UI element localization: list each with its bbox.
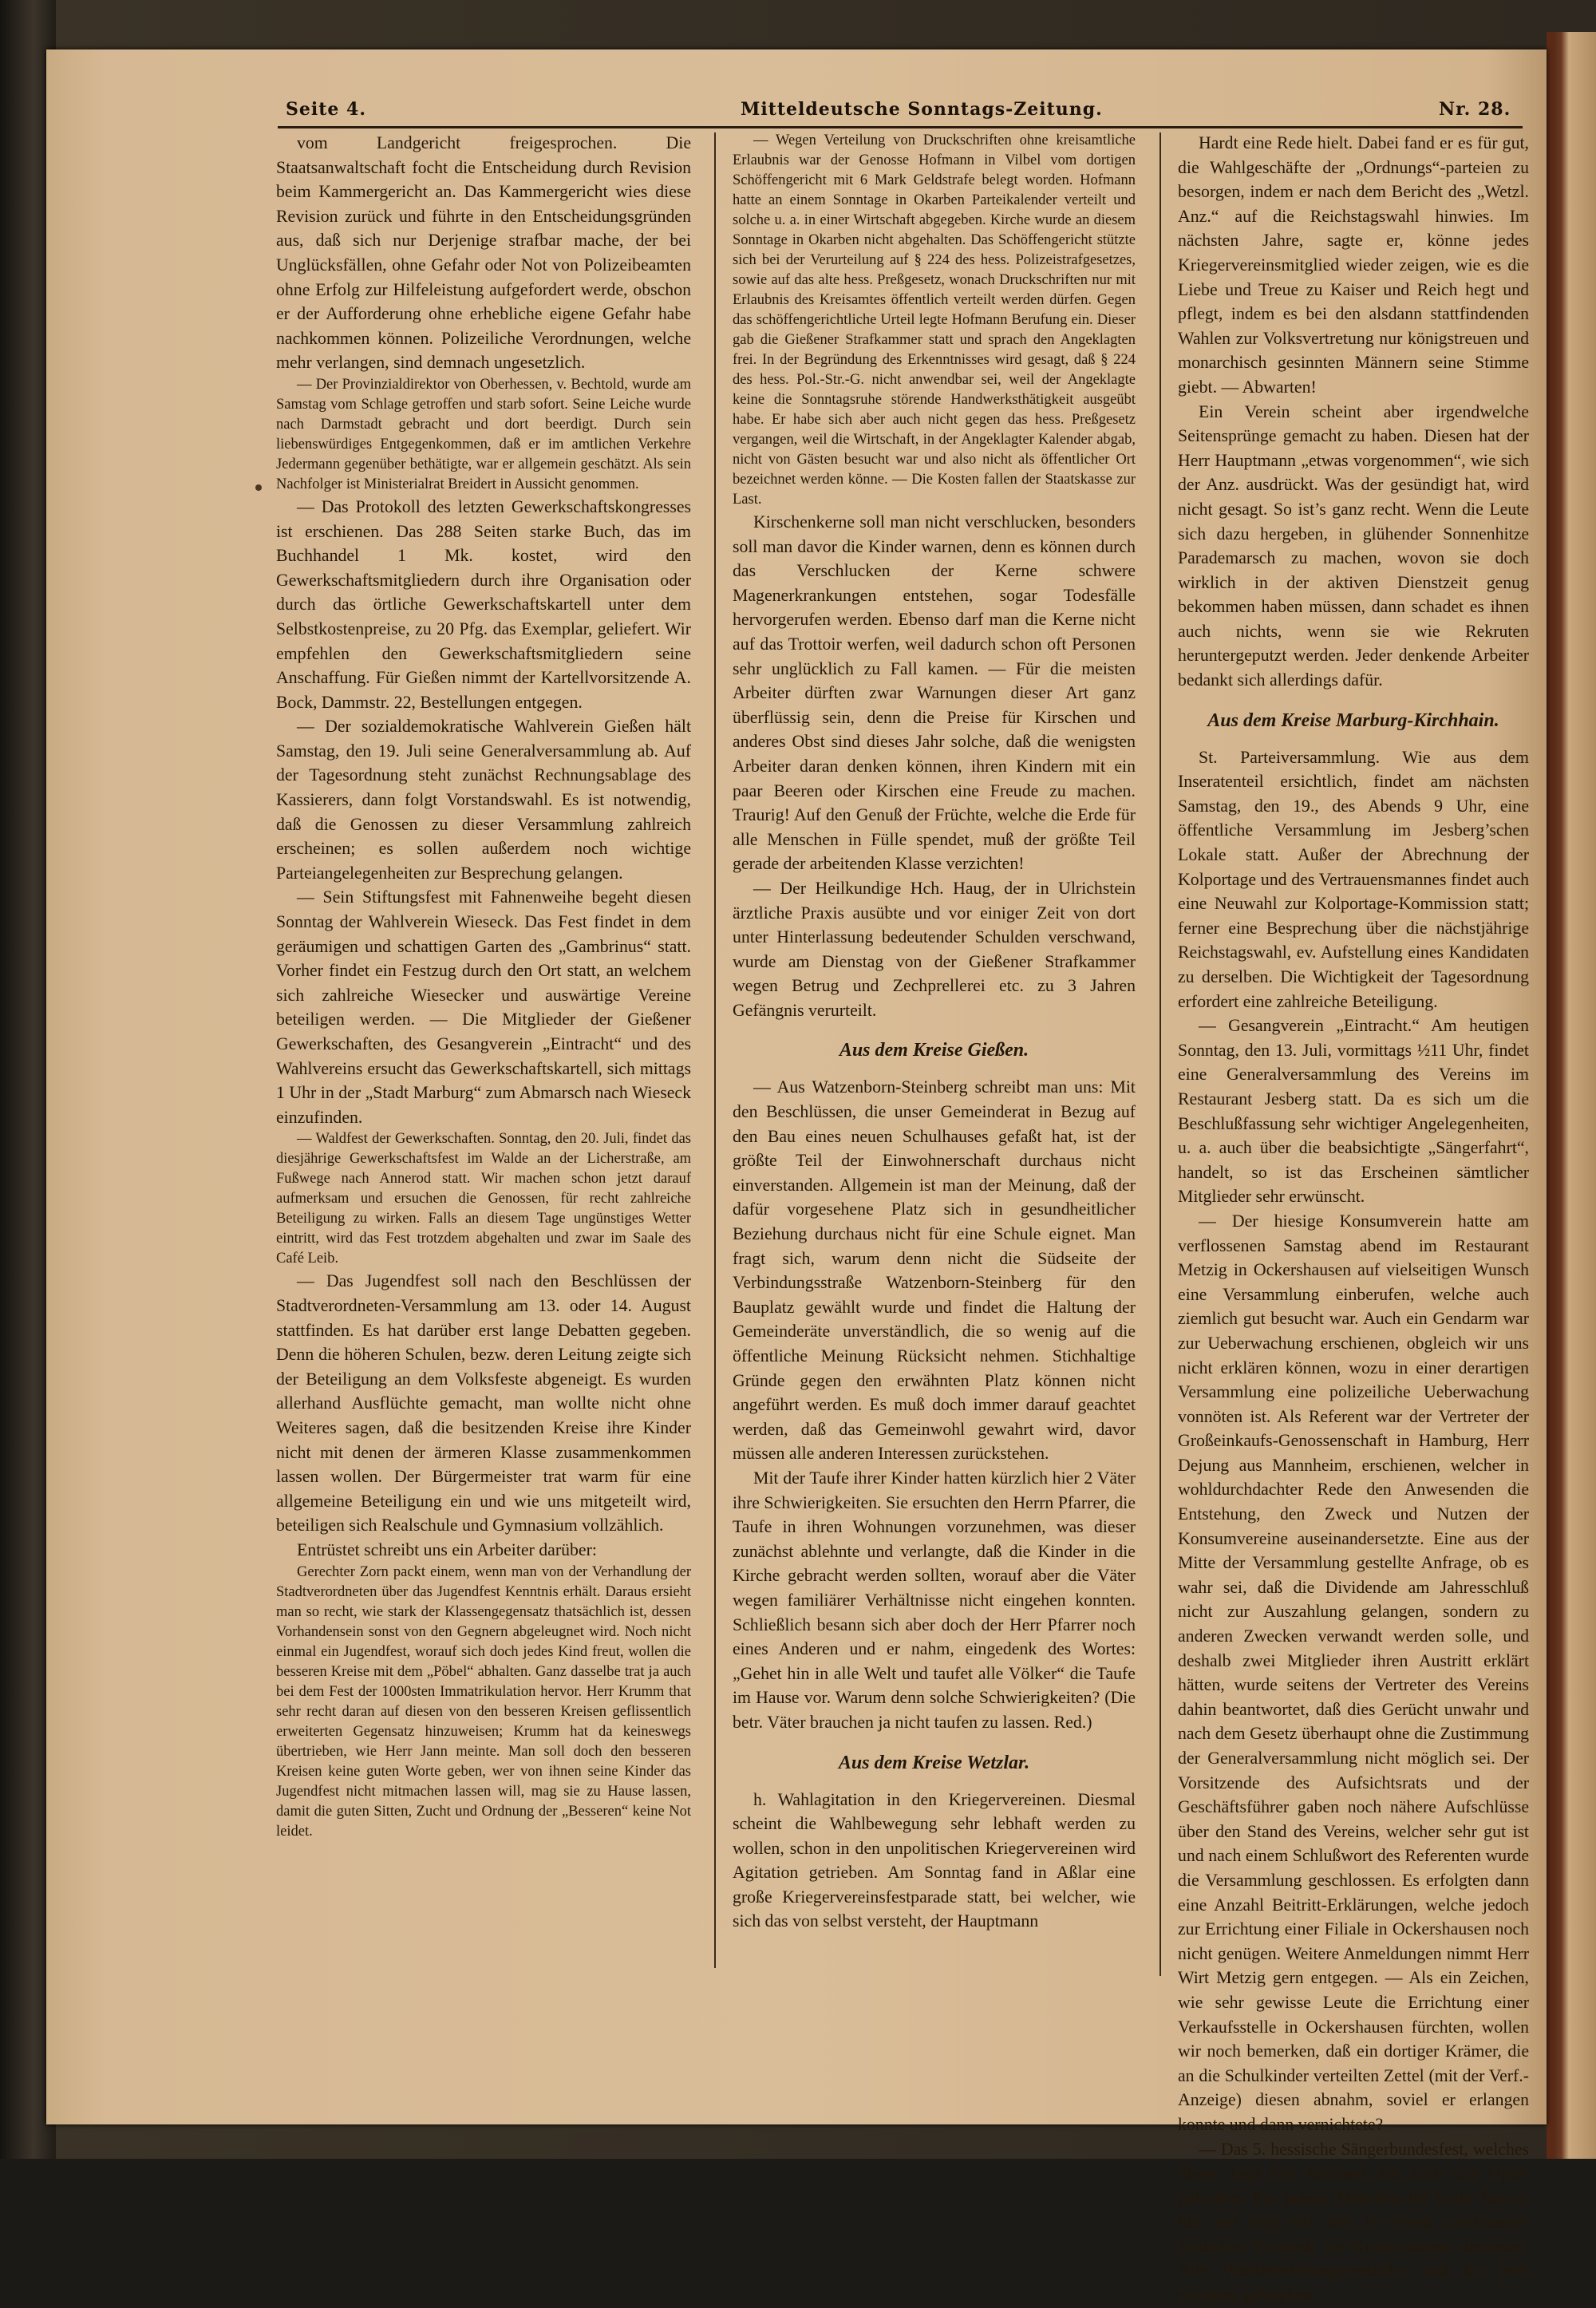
adjacent-page-edge — [1547, 32, 1596, 2159]
article-paragraph: — Sein Stiftungsfest mit Fahnenweihe begeht diesen Sonntag der Wahlverein Wieseck. Das Fest findet in dem geräumigen und schattigen Garten des „Gambrinus“ statt. Vorher findet ein Festzug durch den Ort statt, an welchem sich zahlreiche Wiesecker und auswärtige Vereine beteiligen werden. — Die Mitglieder der Gießener Gewerkschaften, des Gesangverein „Eintracht“ und des Wahlvereins ersucht das Gewerkschaftskartell, sich mittags 1 Uhr in der „Stadt Marburg“ zum Abmarsch nach Wieseck einzufinden. — [276, 887, 691, 1127]
column-2 — [733, 131, 1136, 2108]
section-heading: Aus dem Kreise Wetzlar. — [838, 1752, 1030, 1773]
article-paragraph: — Der sozialdemokratische Wahlverein Gießen hält Samstag, den 19. Juli seine Generalversammlung ab. Auf der Tagesordnung steht zunächst Rechnungsablage des Kassierers, dann folgt Vorstandswahl. Es ist notwendig, daß die Genossen zu dieser Versammlung zahlreich erscheinen; es sollen außerdem noch wichtige Parteiangelegenheiten zur Besprechung gelangen. — [276, 717, 691, 883]
article-paragraph: Kirschenkerne soll man nicht verschlucken, besonders soll man davor die Kinder warnen, denn es können durch das Verschlucken der Kerne schwere Magenerkrankungen entstehen, sogar Todesfälle hervorgerufen werden. Ebenso darf man die Kerne nicht auf das Trottoir werfen, weil dadurch schon oft Personen sehr unglücklich zu Fall kamen. — Für die meisten Arbeiter dürften zwar Warnungen dieser Art ganz überflüssig sein, denn die Preise für Kirschen und anderes Obst sind dieses Jahr solche, daß die wenigsten Arbeiter daran denken können, ihren Kindern mit ein paar Beeren oder Kirschen eine Freude zu machen. Traurig! Auf den Genuß der Früchte, welche die Erde für alle Menschen in Fülle spendet, muß der größte Teil gerade der arbeitenden Klasse verzichten! — [733, 512, 1136, 874]
article-paragraph-small: — Waldfest der Gewerkschaften. Sonntag, den 20. Juli, findet das diesjährige Gewerkschaftsfest im Walde an der Licherstraße, am Fußwege nach Annerod statt. Wir machen schon jetzt darauf aufmerksam und ersuchen die Genossen, für recht zahlreiche Beteiligung zu wirken. Falls an diesem Tage ungünstiges Wetter eintritt, wird das Fest trotzdem abgehalten und zwar im Saale des Café Leib. — [276, 1131, 691, 1267]
column-rule-2 — [1159, 132, 1161, 1976]
article-paragraph: Hardt eine Rede hielt. Dabei fand er es für gut, die Wahlgeschäfte der „Ordnungs“-parteien zu besorgen, indem er nach dem Bericht des „Wetzl. Anz.“ auf die Reichstagswahl hinwies. Im nächsten Jahre, sagte er, könne jedes Kriegervereinsmitglied wieder zeigen, wie es die Liebe und Treue zu Kaiser und Reich hegt und pflegt, indem es bei den alsdann stattfindenden Wahlen zur Volksvertretung nur königstreuen und monarchisch gesinnten Männern seine Stimme giebt. — Abwarten! — [1178, 133, 1529, 397]
article-paragraph: — Das Protokoll des letzten Gewerkschaftskongresses ist erschienen. Das 288 Seiten starke Buch, das im Buchhandel 1 Mk. kostet, wird den Gewerkschaftsmitgliedern durch ihre Organisation oder durch das örtliche Gewerkschaftskartell unter dem Selbstkostenpreise, zu 20 Pfg. das Exemplar, geliefert. Wir empfehlen den Gewerkschaftsmitgliedern seine Anschaffung. Für Gießen nimmt der Kartellvorsitzende A. Bock, Dammstr. 22, Bestellungen entgegen. — [276, 496, 691, 712]
column-rule-1 — [714, 132, 716, 1968]
article-paragraph: — Der Heilkundige Hch. Haug, der in Ulrichstein ärztliche Praxis ausübte und vor einiger Zeit von dort unter Hinterlassung bedeutender Schulden verschwand, wurde am Dienstag von der Gießener Strafkammer wegen Betrug und Zechprellerei etc. zu 3 Jahren Gefängnis verurteilt. — [733, 878, 1136, 1020]
article-paragraph-small: Gerechter Zorn packt einem, wenn man von der Verhandlung der Stadtverordneten über das Jugendfest Kenntnis erhält. Daraus ersieht man so recht, wie stark der Klassengegensatz thatsächlich ist, dessen Vorhandensein sonst von den Gegnern abgeleugnet wird. Noch nicht einmal ein Jugendfest, worauf sich doch jedes Kind freut, wollen die besseren Kreise mit dem „Pöbel“ abhalten. Ganz dasselbe trat ja auch bei dem Fest der 1000sten Immatrikulation hervor. Herr Krumm that sehr recht daran auf diesen von den besseren Kreisen geflissentlich erweiterten Gegensatz hinzuweisen; Krumm hat da keineswegs übertrieben, wie Herr Jann meinte. Man soll doch den besseren Kreisen keine guten Worte geben, wer von ihnen seine Kinder das Jugendfest nicht mitmachen lassen will, mag sie zu Hause lassen, damit die guten Sitten, Zucht und Ordnung der „Besseren“ keine Not leidet. — [276, 1563, 691, 1840]
spine-edge — [1547, 32, 1555, 2159]
section-heading: Aus dem Kreise Marburg-Kirchhain. — [1207, 709, 1499, 731]
article-paragraph: — Gesangverein „Eintracht.“ Am heutigen Sonntag, den 13. Juli, vormittags ½11 Uhr, findet eine Generalversammlung des Vereins im Restaurant Jesberg statt. Da es sich um die Beschlußfassung sehr wichtiger Angelegenheiten, u. a. auch über die beabsichtigte „Sängerfahrt“, handelt, so ist das Erscheinen sämtlicher Mitglieder sehr erwünscht. — [1178, 1016, 1529, 1207]
article-paragraph: Entrüstet schreibt uns ein Arbeiter darüber: — [297, 1539, 597, 1559]
newspaper-page — [46, 49, 1547, 2306]
article-paragraph: St. Parteiversammlung. Wie aus dem Inseratenteil ersichtlich, findet am nächsten Samstag, den 19., des Abends 9 Uhr, eine öffentliche Versammlung im Jesberg’schen Lokale statt. Außer der Abrechnung der Kolportage und des Vertrauensmannes findet auch eine Neuwahl zur Kolportage-Kommission statt; ferner eine Besprechung über die nächstjährige Reichstagswahl, ev. Aufstellung eines Kandidaten zu derselben. Die Wichtigkeit der Tagesordnung erfordert eine zahlreiche Beteiligung. — [1178, 747, 1529, 1011]
article-paragraph-small: — Wegen Verteilung von Druckschriften ohne kreisamtliche Erlaubnis war der Genosse Hofmann in Vilbel vom dortigen Schöffengericht mit 6 Mark Geldstrafe belegt worden. Hofmann hatte an einem Sonntage in Okarben Parteikalender verteilt und solche u. a. in einer Wirtschaft abgegeben. Kirche wurde an diesem Sonntage in Okarben nicht abgehalten. Das Schöffengericht stützte sich bei der Verurteilung auf § 224 des hess. Polizeistrafgesetzes, sowie auf das alte hess. Preßgesetz, wonach Druckschriften nur mit Erlaubnis des Kreisamtes öffentlich verteilt werden dürfen. Gegen das schöffengerichtliche Urteil legte Hofmann Berufung ein. Dieser gab die Gießener Strafkammer statt und sprach den Angeklagten frei. In der Begründung des Erkenntnisses wird gesagt, daß § 224 des hess. Pol.-Str.-G. nicht anwendbar sei, weil der Angeklagte keine die Sonntagsruhe störende Handwerksthätigkeit ausgeübt habe. Er habe sich aber auch nicht gegen das hess. Preßgesetz vergangen, weil die Wirtschaft, in der Angeklagter Kalender abgab, nicht von Gästen besucht war und also nicht als öffentlicher Ort bezeichnet werden könne. — Die Kosten fallen der Staatskasse zur Last. — [733, 132, 1136, 508]
article-paragraph: — Das 5. hessische Sängerbundesfest, welches dieser Tage hier stattfand, hat auch sein Opfer gefordert. Ein junges Mädchen fiel beim Tanzen hin und liegt seit dem in einem starrkrampf-ähnlichen Zustande im Krankenhause darnieder. Alle Wiederbelebungsversuche sind bis jetzt erfolglos geblieben. — [1178, 2139, 1529, 2306]
section-heading: Aus dem Kreise Gießen. — [839, 1040, 1029, 1061]
column-3 — [1178, 131, 1529, 2306]
article-paragraph-small: — Der Provinzialdirektor von Oberhessen, v. Bechtold, wurde am Samstag vom Schlage getroffen und starb sofort. Seine Leiche wurde nach Darmstadt gebracht und dort beerdigt. Durch sein liebenswürdiges Entgegenkommen, daß er im amtlichen Verkehre Jedermann gegenüber bethätigte, war er allgemein geschätzt. Als sein Nachfolger ist Ministerialrat Breidert in Aussicht genommen. — [276, 376, 691, 492]
article-paragraph: vom Landgericht freigesprochen. Die Staatsanwaltschaft focht die Entscheidung durch Revision beim Kammergericht an. Das Kammergericht wies diese Revision zurück und führte in den Entscheidungsgründen aus, daß sich nur Derjenige strafbar mache, der bei Unglücksfällen, ohne Gefahr oder Not von Polizeibeamten ohne Erfolg zur Hilfeleistung aufgefordert werde, obschon er der Aufforderung ohne erhebliche eigene Gefahr habe nachkommen können. Polizeiliche Verordnungen, welche mehr verlangen, sind demnach ungesetzlich. — [276, 133, 691, 373]
column-1 — [276, 131, 691, 2108]
issue-number: Nr. 28. — [1439, 99, 1511, 120]
newspaper-title: Mitteldeutsche Sonntags-Zeitung. — [741, 99, 1103, 120]
article-paragraph: — Das Jugendfest soll nach den Beschlüssen der Stadtverordneten-Versammlung am 13. oder 14. August stattfinden. Es hat darüber erst lange Debatten gegeben. Denn die höheren Schulen, bezw. deren Leitung zeigte sich der Beteiligung an dem Volksfeste abgeneigt. Es wurden allerhand Ausflüchte gemacht, man wollte nicht ohne Weiteres sagen, daß die besitzenden Kreise ihre Kinder nicht mit denen der ärmeren Klasse zusammenkommen lassen wollen. Der Bürgermeister trat warm für eine allgemeine Beteiligung ein und wie uns mitgeteilt wird, beteiligen sich Realschule und Gymnasium vollzählich. — [276, 1271, 691, 1535]
article-paragraph: Ein Verein scheint aber irgendwelche Seitensprünge gemacht zu haben. Diesen hat der Herr Hauptmann „etwas vorgenommen“, wie sich der Anz. ausdrückt. Was der gesündigt hat, wird nicht gesagt. So ist’s ganz recht. Wenn die Leute sich dazu hergeben, in glühender Sonnenhitze Parademarsch zu machen, wovon sie doch wirklich in der aktiven Dienstzeit genug bekommen haben müssen, dann schadet es ihnen auch nichts, wenn sie wie Rekruten heruntergeputzt werden. Jeder denkende Arbeiter bedankt sich allerdings dafür. — [1178, 401, 1529, 690]
article-paragraph: — Aus Watzenborn-Steinberg schreibt man uns: Mit den Beschlüssen, die unser Gemeinderat in Bezug auf den Bau eines neuen Schulhauses gefaßt hat, ist der größte Teil der Einwohnerschaft durchaus nicht einverstanden. Allgemein ist man der Meinung, daß der dafür vorgesehene Platz sich in gesundheitlicher Beziehung durchaus nicht für eine Schule eignet. Man fragt sich, warum denn nicht die Südseite der Verbindungsstraße Watzenborn-Steinberg für den Bauplatz gewählt wurde und findet die Haltung der Gemeinderäte unverständlich, die so wenig auf die öffentliche Meinung Rücksicht nehmen. Stichhaltige Gründe gegen den erwähnten Platz können nicht angeführt werden. Es muß doch immer darauf geachtet werden, daß das Gemeinwohl gewahrt wird, davor müssen alle anderen Interessen zurückstehen. — [733, 1077, 1136, 1464]
header-rule — [278, 126, 1523, 128]
article-paragraph: Mit der Taufe ihrer Kinder hatten kürzlich hier 2 Väter ihre Schwierigkeiten. Sie ersuchten den Herrn Pfarrer, die Taufe in ihren Wohnungen vorzunehmen, was dieser zunächst ablehnte und verlangte, daß die Kinder in die Kirche gebracht werden sollten, worauf aber die Väter wegen familiärer Verhältnisse nicht eingehen konnten. Schließlich besann sich aber doch der Herr Pfarrer noch eines Anderen und er nahm, eingedenk des Wortes: „Gehet hin in alle Welt und taufet alle Völker“ die Taufe im Hause vor. Warum denn solche Schwierigkeiten? (Die betr. Väter brauchen ja nicht taufen zu lassen. Red.) — [733, 1468, 1136, 1732]
page-number-label: Seite 4. — [286, 99, 367, 120]
article-paragraph: — Der hiesige Konsumverein hatte am verflossenen Samstag abend im Restaurant Metzig in Ockershausen auf vielseitigen Wunsch eine Versammlung einberufen, welche auch ziemlich gut besucht war. Auch ein Gendarm war zur Ueberwachung erschienen, obgleich wir uns nicht erklären können, wozu in einer derartigen Versammlung eine polizeiliche Ueberwachung vonnöten ist. Als Referent war der Vertreter der Großeinkaufs-Genossenschaft in Hamburg, Herr Dejung aus Mannheim, erschienen, welcher in wohldurchdachter Rede den Anwesenden die Entstehung, den Zweck und Nutzen der Konsumvereine auseinandersetzte. Eine aus der Mitte der Versammlung gestellte Anfrage, ob es wahr sei, daß die Dividende am Jahresschluß nicht zur Auszahlung gelangen, sondern zu anderen Zwecken verwandt werden solle, und deshalb zwei Mitglieder ihren Austritt erklärt hätten, wurde seitens der Vertreter des Vereins dahin beantwortet, daß dies Gerücht unwahr und nach dem Gesetz überhaupt ohne die Zustimmung der Generalversammlung nicht möglich sei. Der Vorsitzende des Aufsichtsrats und der Geschäftsführer gaben noch nähere Aufschlüsse über den Stand des Vereins, welcher sehr gut ist und nach einem Schlußwort des Referenten wurde die Versammlung geschlossen. Es erfolgten dann eine Anzahl Beitritt-Erklärungen, welche jedoch zur Errichtung einer Filiale in Ockershausen noch nicht genügen. Weitere Anmeldungen nimmt Herr Wirt Metzig gern entgegen. — Als ein Zeichen, wie sehr gewisse Leute die Errichtung einer Verkaufsstelle in Ockershausen fürchten, wollen wir noch bemerken, daß ein dortiger Krämer, die an die Schulkinder verteilten Zettel (mit der Verf.-Anzeige) diesen abnahm, soviel er erlangen konnte und dann vernichtete? — [1178, 1211, 1529, 2134]
margin-ink-dot — [255, 484, 262, 491]
article-paragraph: h. Wahlagitation in den Kriegervereinen. Diesmal scheint die Wahlbewegung sehr lebhaft werden zu wollen, schon in den unpolitischen Kriegervereinen wird Agitation getrieben. Am Sonntag fand in Aßlar eine große Kriegervereinsfestparade statt, bei welcher, wie sich das von selbst versteht, der Hauptmann — [733, 1789, 1136, 1931]
